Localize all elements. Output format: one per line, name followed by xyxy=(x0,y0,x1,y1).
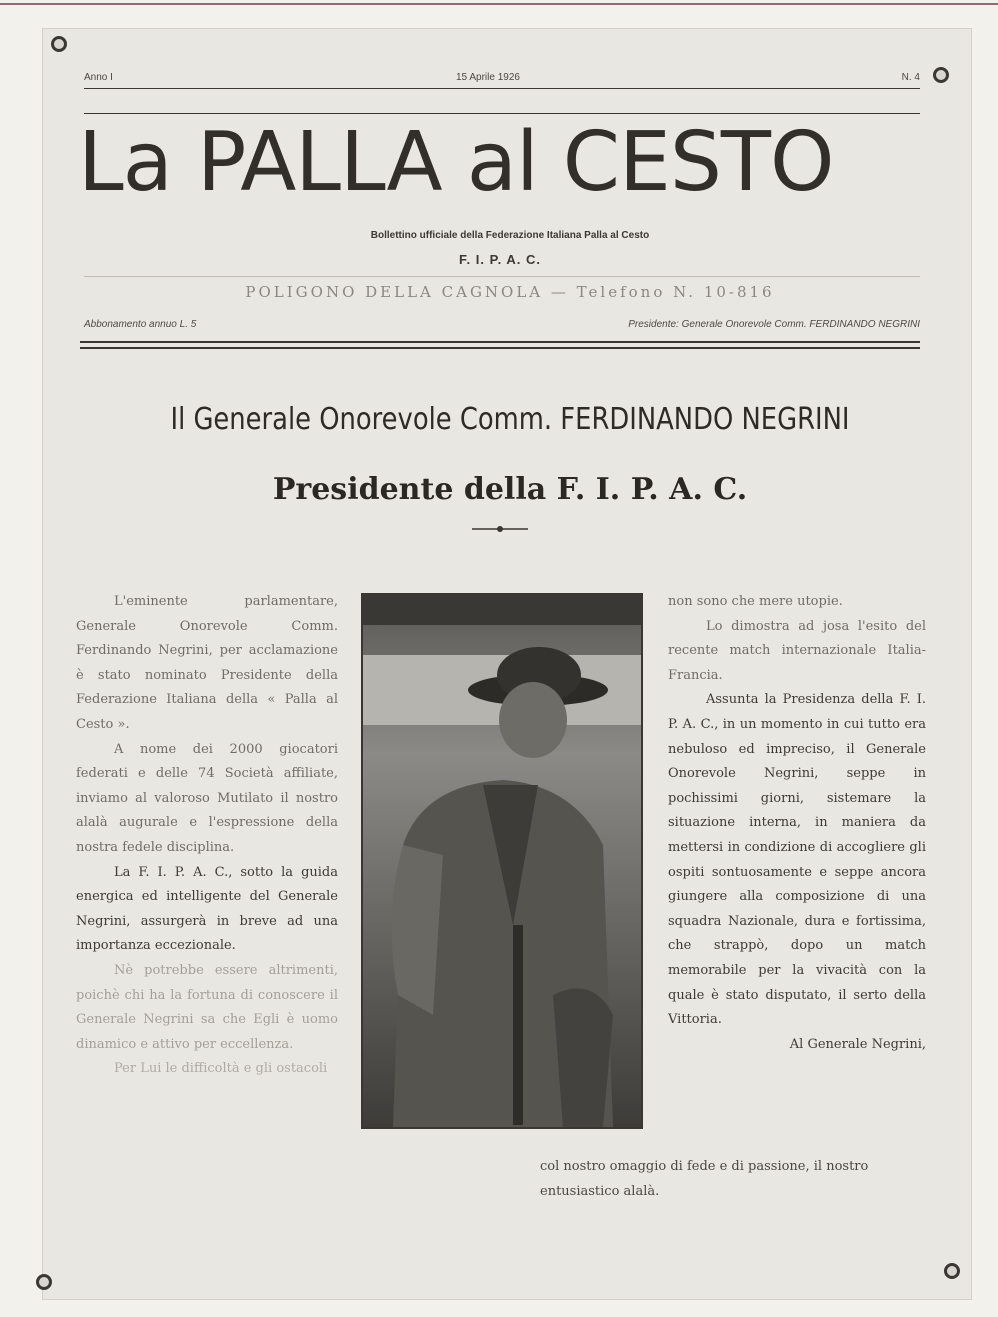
masthead-rule-bottom-1 xyxy=(80,341,920,343)
article-column-right xyxy=(668,590,926,1057)
article-column-left xyxy=(76,590,338,1082)
masthead-info-row xyxy=(84,319,920,335)
paragraph: A nome dei 2000 giocatori federati e delle 74 Società affiliate, inviamo al valoroso Mutilato il nostro alalà augurale e l'espressione della nostra fedele disciplina. xyxy=(76,741,338,855)
issue-date: 15 Aprile 1926 xyxy=(456,72,520,83)
newspaper-title: La PALLA al CESTO xyxy=(78,115,834,210)
ornament-divider-icon xyxy=(470,524,530,534)
masthead-rule-top xyxy=(84,88,920,89)
paragraph: non sono che mere utopie. xyxy=(668,594,843,609)
paragraph: Nè potrebbe essere altrimenti, poichè chi ha la fortuna di conoscere il Generale Negrini sa che Egli è uomo dinamico e attivo per eccellenza. xyxy=(76,962,338,1052)
masthead-meta-row xyxy=(84,72,920,88)
paragraph: Per Lui le difficoltà e gli ostacoli xyxy=(114,1061,328,1077)
corner-pin-icon xyxy=(933,67,949,83)
paragraph: Al Generale Negrini, xyxy=(789,1036,926,1052)
masthead-rule-thin xyxy=(84,276,920,277)
article-closing: col nostro omaggio di fede e di passione, il nostro entusiastico alalà. xyxy=(540,1159,869,1199)
paragraph: La F. I. P. A. C., sotto la guida energica ed intelligente del Generale Negrini, assurgerà in breve ad una importanza eccezionale. xyxy=(76,864,338,954)
article-headline: Il Generale Onorevole Comm. FERDINANDO NEGRINI xyxy=(170,402,850,437)
subscription-label: Abbonamento annuo L. 5 xyxy=(84,319,197,330)
newspaper-subtitle: Bollettino ufficiale della Federazione Italiana Palla al Cesto xyxy=(370,230,650,241)
corner-pin-icon xyxy=(944,1263,960,1279)
article-subhead: Presidente della F. I. P. A. C. xyxy=(272,472,748,507)
top-border-line xyxy=(0,3,998,5)
corner-pin-icon xyxy=(51,36,67,52)
organization-acronym: F. I. P. A. C. xyxy=(459,252,541,267)
president-label: Presidente: Generale Onorevole Comm. FERDINANDO NEGRINI xyxy=(628,319,920,330)
volume-label: Anno I xyxy=(84,72,113,83)
paragraph: L'eminente parlamentare, Generale Onorevole Comm. Ferdinando Negrini, per acclamazione è stato nominato Presidente della Federazione Italiana della « Palla al Cesto ». xyxy=(76,594,338,732)
paragraph: Assunta la Presidenza della F. I. P. A. C., in un momento in cui tutto era nebuloso ed impreciso, il Generale Onorevole Negrini, seppe in pochissimi giorni, sistemare la situazione interna, in maniera da mettersi in condizione di accogliere gli ospiti sontuosamente e seppe ancora giungere alla composizione di una squadra Nazionale, dura e fortissima, che strappò, dopo un match memorabile per la vivacità con la quale è stato disputato, il serto della Vittoria. xyxy=(668,692,926,1028)
masthead-rule-bottom-2 xyxy=(80,347,920,349)
portrait-photo xyxy=(361,593,643,1129)
portrait-photo-icon xyxy=(363,595,641,1127)
address-line: POLIGONO DELLA CAGNOLA — Telefono N. 10-816 xyxy=(245,283,775,301)
paragraph: Lo dimostra ad josa l'esito del recente match internazionale Italia-Francia. xyxy=(668,618,926,683)
issue-number: N. 4 xyxy=(901,72,920,83)
corner-pin-icon xyxy=(36,1274,52,1290)
